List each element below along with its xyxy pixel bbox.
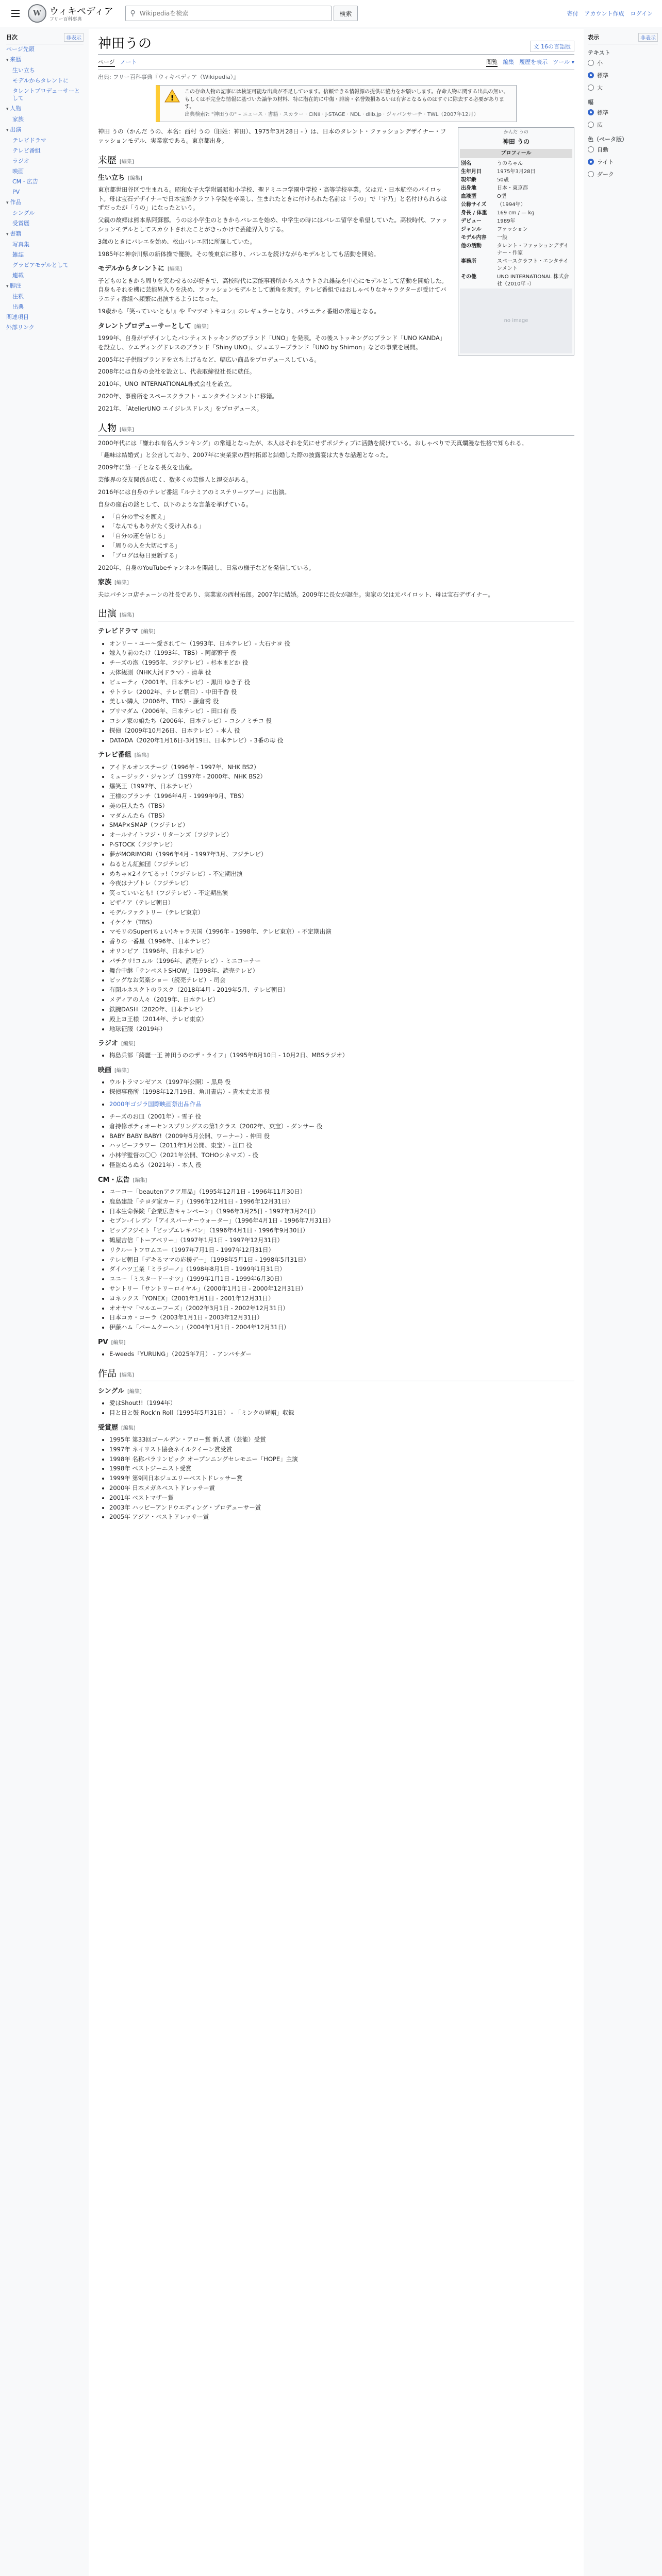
toc-item[interactable]: タレントプロデューサーとして <box>12 88 80 101</box>
list-item: • モデルファクトリー（テレビ東京） <box>109 908 574 918</box>
infobox-key: デビュー <box>461 218 482 225</box>
search-box <box>125 6 332 21</box>
paragraph: 芸能界の交友関係が広く、数多くの芸能人と親交がある。 <box>98 476 252 484</box>
infobox-name: 神田 うの <box>502 138 530 145</box>
language-button[interactable]: 文 16の言語版 <box>530 41 575 52</box>
list-item: • 美しい隣人（2006年、TBS）- 藤倉秀 役 <box>109 697 574 706</box>
warning-icon <box>164 89 180 103</box>
edit-section-link[interactable]: [編集] <box>128 175 142 181</box>
paragraph: 2020年、自身のYouTubeチャンネルを開設し、日常の様子などを発信している。 <box>98 564 315 571</box>
list-item: • ピップフジモト「ピップエレキバン」（1996年4月1日 - 1996年9月30日） <box>109 1226 574 1235</box>
infobox-value: 50歳 <box>497 177 509 183</box>
infobox-value: ファッション <box>497 227 528 233</box>
toc-item[interactable]: 家族 <box>12 116 24 123</box>
radio-option[interactable] <box>588 118 658 131</box>
list-item: • 今夜はナゾトレ（フジテレビ） <box>109 879 574 888</box>
infobox-value: タレント・ファッションデザイナー・作家 <box>497 243 569 257</box>
text-size-options <box>588 57 658 94</box>
infobox-row <box>460 176 572 184</box>
drama-list <box>109 639 574 745</box>
donate-link[interactable]: 寄付 <box>567 10 578 17</box>
list-item: • チーズのお皿（2001年）- 雪子 役 <box>109 1112 574 1122</box>
paragraph: 子どものときから周りを笑わせるのが好きで、高校時代に芸能事務所からスカウトされ雑誌を中心にモデルとして活動を開始した。自身もそれを機に芸能界入りを決め、ファッションモデルとして頭角を現す。テレビ番組ではおしゃべりなキャラクターが受けてバラエティ番組へ頻繁に出演するようになった。 <box>98 277 448 303</box>
toc-item[interactable]: ラジオ <box>12 158 29 164</box>
toc-item[interactable]: 雑誌 <box>12 251 24 258</box>
toc-item[interactable]: ▾ 作品 <box>6 197 84 208</box>
infobox-row <box>460 234 572 242</box>
paragraph: 父親の故郷は熊本県阿蘇郡。うのは小学生のときからバレエを始め、中学生の時にはバレエ留学を希望していた。高校時代、ファッションモデルとしてスカウトされたことがきっかけで芸能界入りする。 <box>98 216 448 233</box>
heading-raireki: 来歴 <box>98 155 117 166</box>
list-item: • オールナイトフジ・リターンズ（フジテレビ） <box>109 831 574 840</box>
pv-list <box>109 1350 574 1359</box>
paragraph: 2020年、事務所をスペースクラフト・エンタテインメントに移籍。 <box>98 393 278 400</box>
edit-section-link[interactable]: [編集] <box>114 580 129 586</box>
toc-item[interactable]: 連載 <box>12 272 24 279</box>
tab-history[interactable]: 履歴を表示 <box>519 59 548 65</box>
heading-cm: CM・広告 <box>98 1176 130 1184</box>
list-item: • サトラレ（2002年、テレビ朝日）- 中田千香 役 <box>109 688 574 697</box>
edit-section-link[interactable]: [編集] <box>111 1340 126 1346</box>
infobox-photo <box>460 289 572 353</box>
infobox-row <box>460 201 572 209</box>
infobox-row <box>460 184 572 193</box>
list-item: • 笑っていいとも!（フジテレビ）- 不定期出演 <box>109 889 574 898</box>
movie-sub-note[interactable]: 2000年ゴジラ国際映画祭出品作品 <box>109 1100 202 1108</box>
infobox-value: 日本・東京都 <box>497 185 528 192</box>
infobox-value: 一般 <box>497 235 507 241</box>
search-button[interactable]: 検索 <box>334 6 357 21</box>
list-item: • セブン-イレブン「アイスバーナーウォーター」（1996年4月1日 - 1996年7月31日） <box>109 1216 574 1226</box>
edit-section-link[interactable]: [編集] <box>120 613 134 619</box>
edit-section-link[interactable]: [編集] <box>120 1372 134 1379</box>
edit-section-link[interactable]: [編集] <box>141 629 156 635</box>
list-item: • 探偵事務所（1998年12月19日、角川書店）- 貴木丈太郎 役 <box>109 1088 574 1097</box>
infobox-key: 身長 / 体重 <box>461 210 487 216</box>
list-item: • 日本生命保険「企業広告キャンペーン」（1996年3月25日 - 1997年3月24日） <box>109 1207 574 1216</box>
infobox-key: 公称サイズ <box>461 202 487 208</box>
list-item: • 鉄腕DASH（2020年、日本テレビ） <box>109 1005 574 1014</box>
paragraph: 夫はパチンコ店チェーンの社長であり、実業家の西村拓郎。2007年に結婚。2009年に長女が誕生。実家の父は元パイロット、母は宝石デザイナー。 <box>98 590 494 598</box>
radio-icon[interactable] <box>588 171 594 177</box>
toc-item[interactable]: ▾ 書籍 <box>6 229 84 240</box>
infobox-row <box>460 168 572 176</box>
edit-section-link[interactable]: [編集] <box>114 1068 129 1074</box>
list-item: • 「ブログは毎日更新する」 <box>109 551 574 561</box>
list-item: • イケイケ（TBS） <box>109 918 574 927</box>
toc-item[interactable]: 関連項目 <box>6 314 29 320</box>
tab-read[interactable]: 閲覧 <box>486 58 498 67</box>
toc-item[interactable]: 写真集 <box>12 241 29 248</box>
list-item: • リクルートフロムエー（1997年7月1日 - 1997年12月31日） <box>109 1246 574 1255</box>
tab-article[interactable]: ページ <box>98 58 115 67</box>
radio-list <box>109 1051 574 1060</box>
list-item: • 1997年 ネイリスト協会ネイルクイーン賞受賞 <box>109 1445 574 1454</box>
toc-item[interactable]: グラビアモデルとして <box>12 262 69 268</box>
heading-radio: ラジオ <box>98 1040 119 1048</box>
toc-item[interactable]: ▾ 出演 <box>6 125 84 135</box>
heading-drama: テレビドラマ <box>98 628 138 636</box>
toc-item[interactable]: テレビ番組 <box>12 147 41 154</box>
edit-section-link[interactable]: [編集] <box>168 266 182 273</box>
list-item: • ヨネックス「YONEX」（2001年1月1日 - 2001年12月31日） <box>109 1294 574 1303</box>
heading-tv: テレビ番組 <box>98 751 131 759</box>
list-item: • 地球征服（2019年） <box>109 1025 574 1034</box>
toc-item[interactable]: ▾ 来歴 <box>6 55 84 65</box>
infobox-row <box>460 193 572 201</box>
heading-kazoku: 家族 <box>98 579 112 587</box>
list-item: • アイドルオンステージ（1996年 - 1997年、NHK BS2） <box>109 763 574 772</box>
edit-section-link[interactable]: [編集] <box>134 753 149 759</box>
list-item: • コシノ家の娘たち（2006年、日本テレビ）- コシノミチコ 役 <box>109 717 574 726</box>
list-item: • 1999年 第9回日本ジュエリーベストドレッサー賞 <box>109 1474 574 1483</box>
toc-item[interactable]: CM・広告 <box>12 178 39 185</box>
list-item: • 「自分の幸せを願え」 <box>109 513 574 522</box>
color-label: 色（ベータ版） <box>588 136 627 143</box>
list-item: • 天体観測（NHK大河ドラマ）- 清華 役 <box>109 668 574 677</box>
heading-sakuhin: 作品 <box>98 1368 117 1380</box>
radio-icon[interactable] <box>588 122 594 128</box>
edit-section-link[interactable]: [編集] <box>121 1041 136 1047</box>
heading-eiga: 映画 <box>98 1066 112 1075</box>
list-item: • ユーコー「beautenアクア用品」（1995年12月1日 - 1996年11月30日） <box>109 1188 574 1197</box>
toc-item[interactable]: 映画 <box>12 168 24 175</box>
cm-list <box>109 1188 574 1332</box>
radio-option[interactable] <box>588 57 658 69</box>
list-item: • テレビ朝日「デキるママの応援デー」（1998年5月1日 - 1998年5月31日） <box>109 1256 574 1265</box>
radio-label: 小 <box>597 60 603 66</box>
paragraph: 2021年、「AtelierUNO エイジレスドレス」をプロデュース。 <box>98 404 263 412</box>
radio-option[interactable] <box>588 168 658 180</box>
paragraph: 東京都世田谷区で生まれる。昭和女子大学附属昭和小学校、聖ドミニコ学園中学校・高等学校卒業。父は元・日本航空のパイロット。母は宝石デザイナーで日本宝飾クラフト学院を卒業し、生まれたときに付けられた名前は「うの」で「宇乃」と名付けられるはずだったが「うの」になったという。 <box>98 185 447 212</box>
infobox-key: ジャンル <box>461 227 482 233</box>
search-input[interactable] <box>139 9 332 18</box>
user-links <box>567 9 653 18</box>
infobox-key: 現年齢 <box>461 177 476 183</box>
list-item: • 2000年 日本メガネベストドレッサー賞 <box>109 1484 574 1493</box>
movie-list-2 <box>109 1112 574 1170</box>
photo-placeholder: no image <box>504 318 528 324</box>
infobox-key: その他 <box>461 274 476 280</box>
radio-option[interactable] <box>588 143 658 156</box>
paragraph: 2016年には自身のテレビ番組『ルナミアのミステリーツアー』に出演。 <box>98 488 290 496</box>
list-item: • 舞台中継「テンペストSHOW」（1998年、読売テレビ） <box>109 967 574 976</box>
edit-section-link[interactable]: [編集] <box>194 324 209 330</box>
article-source: 出典: フリー百科事典『ウィキペディア（Wikipedia）』 <box>98 74 239 80</box>
list-item: • 伊藤ハム「バームクーヘン」（2004年1月1日 - 2004年12月31日） <box>109 1323 574 1332</box>
article-body <box>98 127 574 1522</box>
radio-option[interactable] <box>588 69 658 81</box>
infobox-key: 血液型 <box>461 194 476 200</box>
list-item: • オオヤマ「マルエーフーズ」（2002年3月1日 - 2002年12月31日） <box>109 1304 574 1313</box>
toc-item[interactable]: ▾ 脚注 <box>6 281 84 292</box>
edit-section-link[interactable]: [編集] <box>120 159 134 165</box>
list-item: • ビッグなお気楽ショー（読売テレビ）- 司会 <box>109 976 574 985</box>
list-item: • P-STOCK（フジテレビ） <box>109 840 574 850</box>
heading-shutsuen: 出演 <box>98 608 117 620</box>
list-item: • パチクリ!コムル（1996年、読売テレビ）- ミニコーナー <box>109 957 574 966</box>
list-item: • 香りの一番星（1996年、日本テレビ） <box>109 937 574 946</box>
single-list <box>109 1399 574 1418</box>
list-item: • 梅島兵部「綺麗一王 神田うののザ・ライフ」（1995年8月10日 - 10月2日、MBSラジオ） <box>109 1051 574 1060</box>
heading-oitachi: 生い立ち <box>98 174 125 182</box>
infobox <box>458 127 574 355</box>
login-link[interactable]: ログイン <box>630 10 653 17</box>
main-content <box>89 29 584 2576</box>
radio-label: 自動 <box>597 146 608 153</box>
notice-text: この存命人物の記事には検証可能な出典が不足しています。信頼できる情報源の提供に協力をお願いします。存命人物に関する出典の無い、もしくは不完全な情報に基づいた論争の材料、特に潜在的に中傷・誹謗・名誉毀損あるいは有害となるものはすぐに除去する必要があります。 <box>185 89 509 110</box>
infobox-row <box>460 209 572 217</box>
infobox-band: プロフィール <box>460 149 572 158</box>
list-item: • マダムんたら（TBS） <box>109 811 574 821</box>
site-logo[interactable] <box>28 4 113 23</box>
tab-talk[interactable]: ノート <box>120 59 137 65</box>
list-item <box>109 1100 574 1109</box>
list-item: • 爆笑王（1997年、日本テレビ） <box>109 782 574 791</box>
list-item: • ダイハツ工業「ミラジーノ」（1998年8月1日 - 1999年1月31日） <box>109 1265 574 1274</box>
list-item: • ユニー「ミスタードーナツ」（1999年1月1日 - 1999年6月30日） <box>109 1275 574 1284</box>
color-options <box>588 143 658 180</box>
list-item: • 「自分の運を信じる」 <box>109 532 574 541</box>
infobox-row <box>460 273 572 289</box>
site-name: ウィキペディア <box>49 6 113 18</box>
list-item: • チーズの泡（1995年、フジテレビ）- 杉本まどか 役 <box>109 658 574 668</box>
radio-label: 標準 <box>597 109 608 116</box>
paragraph: 1985年に神奈川県の新体操で優勝。その後東京に移り、バレエを続けながらモデルとしても活動を開始。 <box>98 250 380 258</box>
list-item: • ウルトラマンゼアス（1997年公開）- 黒鳥 役 <box>109 1078 574 1087</box>
toc-item[interactable]: 出典 <box>12 303 24 310</box>
list-item: • ビューティ（2001年、日本テレビ）- 黒田 ゆき子 役 <box>109 678 574 687</box>
paragraph: 2009年に第一子となる長女を出産。 <box>98 464 196 471</box>
infobox-key: 他の活動 <box>461 243 482 249</box>
list-item: • ミュージック・ジャンプ（1997年 - 2000年、NHK BS2） <box>109 772 574 782</box>
radio-icon[interactable] <box>588 72 594 78</box>
list-item: • 2001年 ベストマザー賞 <box>109 1494 574 1503</box>
paragraph: 2010年、UNO INTERNATIONAL株式会社を設立。 <box>98 380 236 388</box>
list-item: • 倉持修ボティオーセンスプリングスの第1クラス（2002年、東宝）- ダンサー 役 <box>109 1122 574 1131</box>
list-item: • 1995年 第33回ゴールデン・アロー賞 新人賞（芸能）受賞 <box>109 1435 574 1445</box>
list-item: • SMAP×SMAP（フジテレビ） <box>109 821 574 830</box>
list-item: • めちゃ×2イケてるッ!（フジテレビ）- 不定期出演 <box>109 870 574 879</box>
heading-jinbutsu: 人物 <box>98 422 117 434</box>
radio-label: 大 <box>597 84 603 91</box>
width-label: 幅 <box>588 99 593 106</box>
tab-edit[interactable]: 編集 <box>503 59 515 65</box>
infobox-value: スペースクラフト・エンタテインメント <box>497 259 569 272</box>
search-icon: ⚲ <box>130 9 136 18</box>
list-item: • DATADA（2020年1月16日-3月19日、日本テレビ）- 3番の母 役 <box>109 736 574 745</box>
appearance-panel <box>588 31 658 180</box>
infobox-key: 別名 <box>461 161 471 167</box>
radio-label: 標準 <box>597 72 608 79</box>
infobox-key: 出身地 <box>461 185 476 192</box>
infobox-key: 生年月日 <box>461 169 482 175</box>
heading-jusho: 受賞歴 <box>98 1423 119 1432</box>
paragraph: 1999年、自身がデザインしたパンティストッキングのブランド「UNO」を発表。その後ストッキングのブランド「UNO KANDA」を設立し、ウエディングドレスのブランド「Shiny UNO」、ジュエリーブランド「UNO by Shimon」などの事業を展開。 <box>98 334 446 351</box>
heading-single: シングル <box>98 1387 125 1396</box>
infobox-row <box>460 226 572 234</box>
list-item: • 夢がMORIMORI（1996年4月 - 1997年3月、フジテレビ） <box>109 850 574 859</box>
paragraph: 2008年には自身の会社を設立し、代表取締役社長に就任。 <box>98 368 256 376</box>
toc-title: 目次 <box>6 34 18 41</box>
toc-list <box>6 44 84 333</box>
radio-option[interactable] <box>588 156 658 168</box>
infobox-value: 1989年 <box>497 218 516 225</box>
list-item: • E-weeds「YURUNG」（2025年7月） - アンバサダー <box>109 1350 574 1359</box>
list-item: • オンリー・ユー〜愛されて〜（1993年、日本テレビ）- 大石ナヨ 役 <box>109 639 574 649</box>
text-size-label: テキスト <box>588 49 610 56</box>
infobox-row <box>460 242 572 258</box>
paragraph: 3歳のときにバレエを始め、松山バレエ団に所属していた。 <box>98 238 256 245</box>
svg-text:!: ! <box>170 94 174 103</box>
notice-box <box>156 85 517 122</box>
create-account-link[interactable]: アカウント作成 <box>584 10 624 17</box>
list-item: • 王様のブランチ（1996年4月 - 1999年9月、TBS） <box>109 792 574 801</box>
list-item: • 嫁入り前のたけ（1993年、TBS）- 阿部繁子 役 <box>109 649 574 658</box>
list-item: • 1998年 ベストジーニスト受賞 <box>109 1464 574 1473</box>
list-item: • 愛はShout!!（1994年） <box>109 1399 574 1408</box>
heading-pv: PV <box>98 1338 108 1347</box>
list-item: • 日本コカ・コーラ（2003年1月1日 - 2003年12月31日） <box>109 1313 574 1323</box>
list-item: • ねるとん紅鯨団（フジテレビ） <box>109 860 574 869</box>
list-item: • 探偵（2009年10月26日、日本テレビ）- 本人 役 <box>109 726 574 736</box>
infobox-value: （1994年） <box>497 202 526 208</box>
radio-label: ダーク <box>597 171 614 178</box>
radio-label: 広 <box>597 122 603 128</box>
edit-section-link[interactable]: [編集] <box>120 427 134 433</box>
toc-item[interactable]: 注釈 <box>12 293 24 300</box>
list-item: • 怪盗ぬるぬる（2021年）- 本人 役 <box>109 1161 574 1170</box>
toc-item[interactable]: ページ先頭 <box>6 46 35 53</box>
list-item: • 美の巨人たち（TBS） <box>109 802 574 811</box>
heading-model: モデルからタレントに <box>98 265 165 273</box>
paragraph: 2005年に子供服ブランドを立ち上げるなど、幅広い商品をプロデュースしている。 <box>98 355 320 363</box>
list-item: • 2005年 アジア・ベストドレッサー賞 <box>109 1513 574 1522</box>
infobox-row <box>460 160 572 168</box>
list-item: • 鶴屋吉信「トーアベリー」（1997年1月1日 - 1997年12月31日） <box>109 1236 574 1245</box>
infobox-key: 事務所 <box>461 259 476 265</box>
list-item: • 「なんでもありがたく受け入れる」 <box>109 522 574 531</box>
infobox-key: モデル内容 <box>461 235 487 241</box>
infobox-kana: かんだ うの <box>504 130 528 135</box>
list-item: • サントリー「サントリーロイヤル」（2000年1月1日 - 2000年12月31日） <box>109 1284 574 1294</box>
edit-section-link[interactable]: [編集] <box>121 1425 136 1431</box>
radio-option[interactable] <box>588 106 658 118</box>
list-item: • 有閑ルネスクトのラスク（2018年4月 - 2019年5月、テレビ朝日） <box>109 986 574 995</box>
toc-item[interactable]: 生い立ち <box>12 67 35 74</box>
list-item: • メディアの人々（2019年、日本テレビ） <box>109 995 574 1005</box>
list-item: • 2003年 ハッピーアンドウエディング・プロデューサー賞 <box>109 1503 574 1513</box>
list-item: • マモリのSuper(ちょい)キャラ天国（1996年 - 1998年、テレビ東京）- 不定期出演 <box>109 927 574 937</box>
heading-producer: タレントプロデューサーとして <box>98 322 191 330</box>
appearance-title: 表示 <box>588 34 599 41</box>
movie-list <box>109 1078 574 1097</box>
quote-list <box>109 513 574 561</box>
radio-icon[interactable] <box>588 146 594 152</box>
list-item: • ビザイア（テレビ朝日） <box>109 899 574 908</box>
list-item: • ハッピーフラワー（2011年1月公開、東宝）- 江口 役 <box>109 1141 574 1150</box>
infobox-value: O型 <box>497 194 506 200</box>
infobox-row <box>460 258 572 273</box>
infobox-value: UNO INTERNATIONAL 株式会社（2010年 -） <box>497 274 569 287</box>
lead-paragraph: 神田 うの（かんだ うの、本名：西村 うの（旧姓：神田）、1975年3月28日 - ）は、日本のタレント・ファッションデザイナー・ファッションモデル、実業家である。東京都出身。 <box>98 128 446 144</box>
radio-icon[interactable] <box>588 60 594 66</box>
list-item: • プリマダム（2006年、日本テレビ）- 田口有 役 <box>109 707 574 716</box>
radio-icon[interactable] <box>588 84 594 91</box>
award-list <box>109 1435 574 1522</box>
site-tagline: フリー百科事典 <box>49 17 82 23</box>
toc-item[interactable]: 受賞歴 <box>12 220 29 227</box>
toc-item[interactable]: テレビドラマ <box>12 137 46 144</box>
wikipedia-globe-icon: W <box>28 4 46 23</box>
list-item: • 殿上ヨ王様（2014年、テレビ東京） <box>109 1015 574 1024</box>
list-item: • オリンピア（1996年、日本テレビ） <box>109 947 574 956</box>
edit-section-link[interactable]: [編集] <box>133 1177 147 1183</box>
infobox-row <box>460 217 572 226</box>
toc-item[interactable]: モデルからタレントに <box>12 77 69 84</box>
width-options <box>588 106 658 131</box>
notice-meta: 出典検索?: "神田うの" – ニュース · 書籍 · スカラー · CiNii · J-STAGE · NDL · dlib.jp · ジャパンサーチ · TWL（2007年12月） <box>185 111 479 117</box>
infobox-value: うのちゃん <box>497 161 523 167</box>
list-item: • BABY BABY BABY!（2009年5月公開、ワーナー）- 仲田 役 <box>109 1132 574 1141</box>
list-item: • 目と日と鼓 Rock'n Roll（1995年5月31日） - 「ミンクの昼帽」収録 <box>109 1409 574 1418</box>
list-item: • 1998年 名称パラリンピック オープンニングセレモニー「HOPE」主演 <box>109 1455 574 1464</box>
toc-item[interactable]: ▾ 人物 <box>6 104 84 114</box>
page-title: 神田うの <box>98 36 152 52</box>
infobox-table <box>460 160 572 289</box>
tab-tools[interactable]: ツール ▾ <box>553 59 574 65</box>
paragraph: 「趣味は結婚式」と公言しており、2007年に実業家の西村拓郎と結婚した際の披露宴は大きな話題となった。 <box>98 451 392 459</box>
main-menu-icon[interactable] <box>7 5 24 22</box>
edit-section-link[interactable]: [編集] <box>127 1389 142 1395</box>
list-item: • 小林学監督の〇〇（2021年公開、TOHOシネマズ）- 役 <box>109 1151 574 1160</box>
radio-icon[interactable] <box>588 159 594 165</box>
page-tabs <box>98 56 574 70</box>
radio-icon[interactable] <box>588 109 594 115</box>
toc-hide-button[interactable]: 非表示 <box>64 33 84 42</box>
toc-item[interactable]: シングル <box>12 210 35 216</box>
radio-label: ライト <box>597 159 614 165</box>
paragraph: 2000年代には「嫌われ有名人ランキング」の常連となったが、本人はそれを気にせずポジティブに活動を続けている。おしゃべりで天真爛漫な性格で知られる。 <box>98 439 527 447</box>
toc-item[interactable]: 外部リンク <box>6 324 35 331</box>
list-item: • 鹿島建設「チヨダ家カード」（1996年12月1日 - 1996年12月31日） <box>109 1197 574 1207</box>
infobox-value: 169 cm / — kg <box>497 210 535 216</box>
toc-sidebar <box>6 31 84 333</box>
paragraph: 自身の座右の銘として、以下のような言葉を挙げている。 <box>98 500 252 508</box>
tv-list <box>109 763 574 1034</box>
list-item: • 「周りの人を大切にする」 <box>109 541 574 551</box>
toc-item[interactable]: PV <box>12 189 20 195</box>
paragraph: 19歳から『笑っていいとも!』や『マツモトキヨシ』のレギュラーとなり、バラエティ番組の常連となる。 <box>98 308 380 315</box>
infobox-value: 1975年3月28日 <box>497 169 536 175</box>
site-header <box>0 0 662 27</box>
appearance-hide-button[interactable]: 非表示 <box>638 33 658 42</box>
radio-option[interactable] <box>588 81 658 94</box>
